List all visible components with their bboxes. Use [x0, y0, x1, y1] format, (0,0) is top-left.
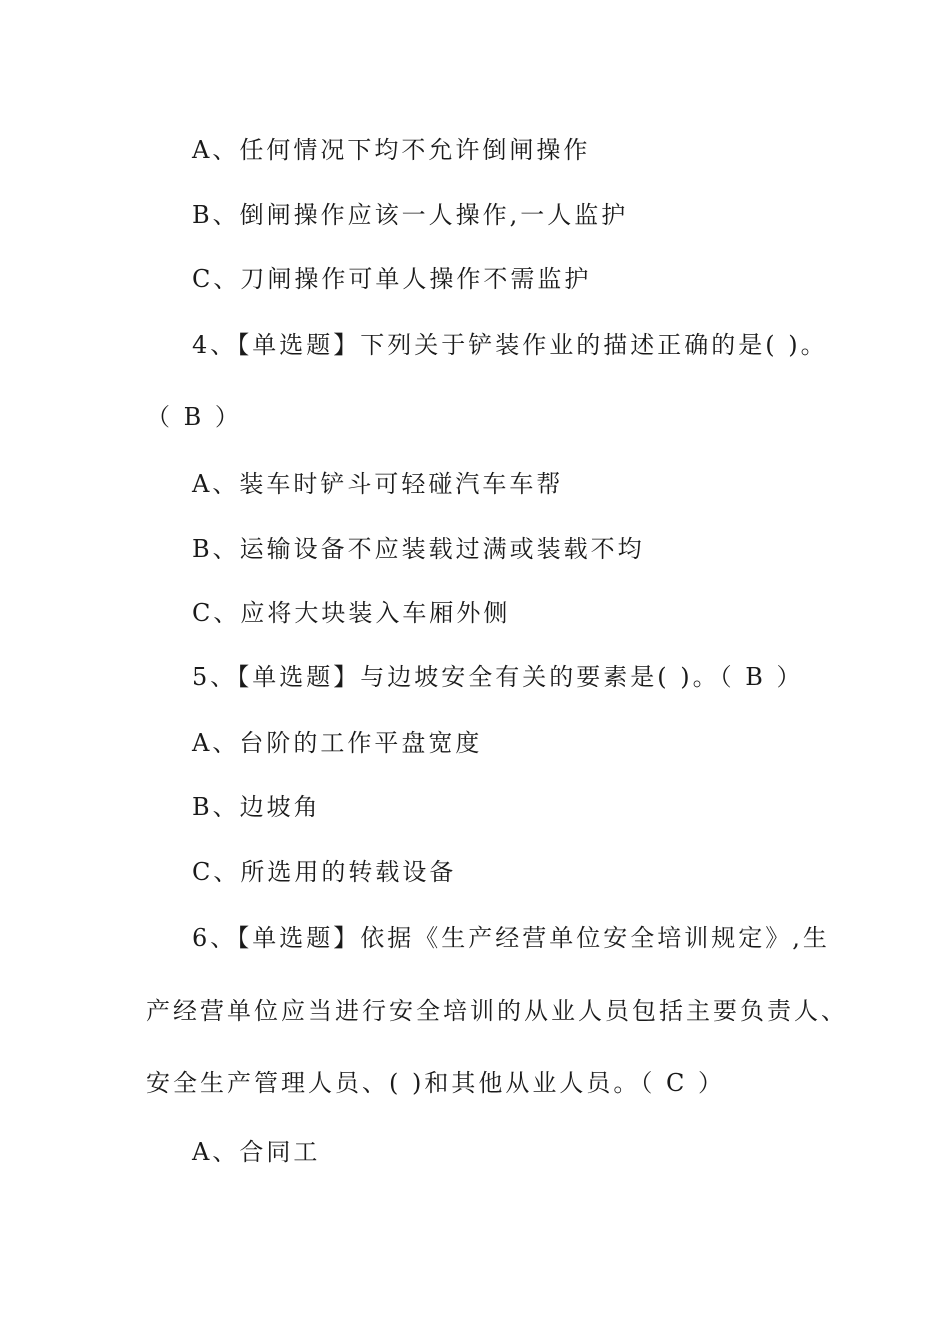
- option-text: C、所选用的转载设备: [192, 858, 457, 886]
- option-text: C、应将大块装入车厢外侧: [192, 599, 511, 627]
- option-text: B、倒闸操作应该一人操作,一人监护: [192, 201, 629, 229]
- answer-text: （ B ）: [146, 403, 242, 431]
- question-text: 5、【单选题】与边坡安全有关的要素是( )。（ B ）: [192, 663, 804, 691]
- question-text: 4、【单选题】下列关于铲装作业的描述正确的是( )。: [192, 331, 828, 359]
- question-text: 6、【单选题】依据《生产经营单位安全培训规定》,生: [192, 924, 830, 952]
- question-text: 安全生产管理人员、( )和其他从业人员。（ C ）: [146, 1069, 725, 1097]
- option-text: C、刀闸操作可单人操作不需监护: [192, 265, 592, 293]
- option-text: A、台阶的工作平盘宽度: [192, 729, 483, 757]
- option-text: A、任何情况下均不允许倒闸操作: [192, 136, 591, 164]
- option-text: B、边坡角: [192, 793, 321, 821]
- question-text: 产经营单位应当进行安全培训的从业人员包括主要负责人、: [146, 997, 848, 1025]
- option-text: B、运输设备不应装载过满或装载不均: [192, 535, 645, 563]
- option-text: A、合同工: [192, 1138, 321, 1166]
- option-text: A、装车时铲斗可轻碰汽车车帮: [192, 470, 564, 498]
